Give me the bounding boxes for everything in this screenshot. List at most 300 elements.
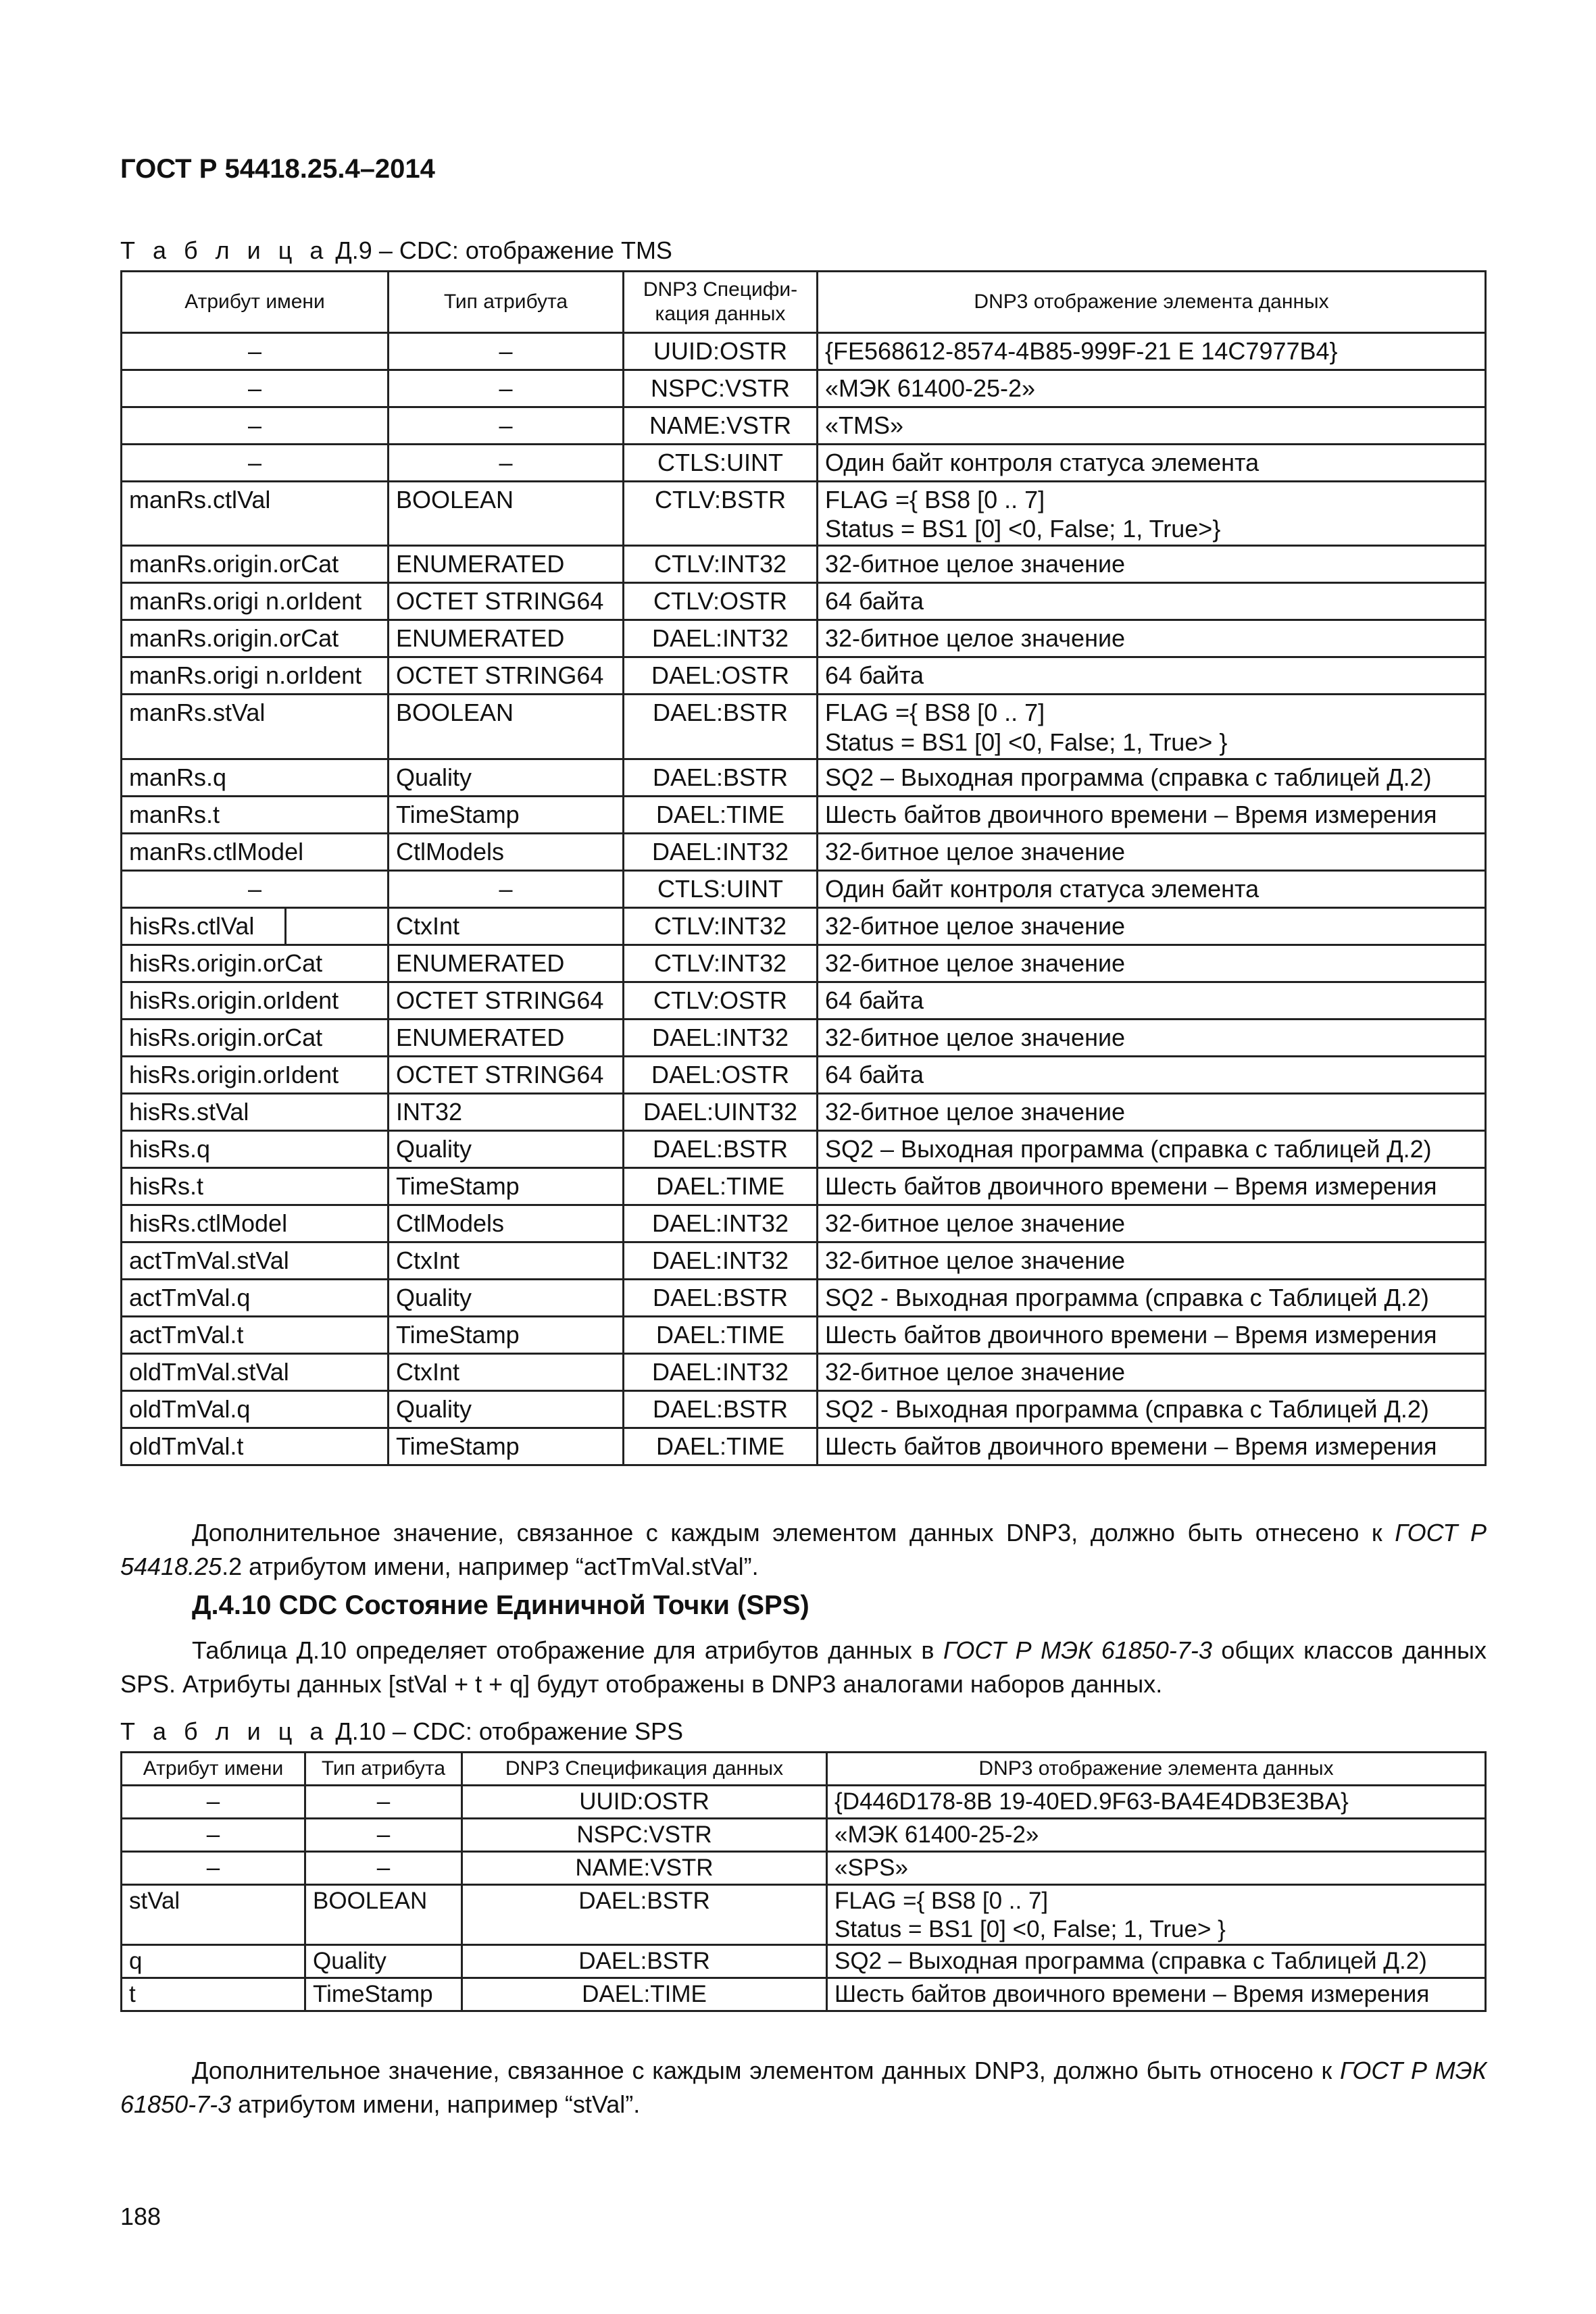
cell-text: 32-битное целое значение: [825, 624, 1126, 653]
cell-text: actTmVal.q: [129, 1283, 251, 1311]
cell-text: «МЭК 61400-25-2»: [834, 1821, 1039, 1848]
table-row: [122, 1242, 1486, 1279]
table-row: [122, 1316, 1486, 1353]
cell-text: {D446D178-8B 19-40ED.9F63-BA4E4DB3E3BA}: [834, 1788, 1349, 1815]
table-cell: [827, 1978, 1486, 2011]
table-cell: [122, 333, 389, 370]
cell-text: NAME:VSTR: [649, 411, 792, 439]
cell-text: –: [247, 874, 262, 903]
table-header-row: [122, 1753, 1486, 1786]
caption-prefix: Т а б л и ц а: [120, 236, 329, 264]
paragraph-text: .2 атрибутом имени, например “actTmVal.stVal”.: [222, 1553, 759, 1580]
paragraph-2: [120, 1634, 1487, 1701]
table-cell: [624, 1242, 818, 1279]
cell-text: OCTET STRING64: [396, 1060, 604, 1088]
cell-text: –: [206, 1821, 220, 1848]
table-row: [122, 1786, 1486, 1819]
table-cell: [389, 945, 624, 982]
cell-text: manRs.origi n.orIdent: [129, 661, 362, 690]
paragraph-text: атрибутом имени, например “stVal”.: [231, 2090, 641, 2118]
table-row: [122, 620, 1486, 657]
cell-text: DAEL:INT32: [651, 1246, 789, 1274]
cell-text: DAEL:BSTR: [652, 763, 789, 791]
table-cell: [624, 1279, 818, 1316]
table-cell: [818, 982, 1486, 1019]
table-row: [122, 1353, 1486, 1390]
table-cell: [818, 583, 1486, 620]
table-row: [122, 1945, 1486, 1978]
cell-text: –: [206, 1788, 220, 1815]
cell-text: Шесть байтов двоичного времени – Время измерения: [834, 1981, 1430, 2007]
table-cell: [818, 695, 1486, 759]
table-cell: [624, 945, 818, 982]
table-cell: [462, 1978, 827, 2011]
cell-text: DAEL:BSTR: [652, 1394, 789, 1423]
table-cell: [122, 1852, 305, 1885]
table-cell: [818, 796, 1486, 833]
standard-reference: ГОСТ Р 54418.25: [120, 1519, 1487, 1580]
section-heading: Д.4.10 CDC Состояние Единичной Точки (SPS): [192, 1590, 809, 1620]
table-cell: [827, 1852, 1486, 1885]
table-cell: [389, 657, 624, 695]
cell-text: q: [129, 1948, 143, 1974]
table-cell: [818, 1093, 1486, 1130]
cell-text: hisRs.origin.orIdent: [129, 986, 339, 1014]
cell-text: «МЭК 61400-25-2»: [825, 374, 1036, 402]
table-10: [120, 1751, 1487, 2012]
cell-text: TimeStamp: [396, 800, 520, 828]
cell-text: manRs.origi n.orIdent: [129, 587, 362, 615]
table-cell: [818, 370, 1486, 407]
cell-text: CTLS:UINT: [657, 449, 783, 476]
cell-text: Один байт контроля статуса элемента: [825, 874, 1260, 903]
table-cell: [305, 1945, 462, 1978]
table-cell: [389, 1205, 624, 1242]
cell-text: DAEL:BSTR: [578, 1948, 710, 1974]
table-cell: [818, 1019, 1486, 1056]
table-cell: [122, 407, 389, 445]
table-row: [122, 695, 1486, 759]
table-row: [122, 1978, 1486, 2011]
column-header: Атрибут имени: [122, 272, 389, 333]
table-cell: [624, 1130, 818, 1167]
table-cell: [122, 620, 389, 657]
table-cell: [389, 445, 624, 482]
table-cell: [827, 1819, 1486, 1852]
cell-text: SQ2 - Выходная программа (справка с Таблицей Д.2): [825, 1283, 1429, 1311]
cell-text: hisRs.stVal: [129, 1097, 249, 1126]
table-cell: [462, 1945, 827, 1978]
table-cell: [818, 445, 1486, 482]
cell-text: TimeStamp: [396, 1172, 520, 1200]
table-cell: [624, 1390, 818, 1428]
table-cell: [389, 1353, 624, 1390]
table-row: [122, 1885, 1486, 1945]
table-cell: [818, 907, 1486, 945]
table-cell: [624, 370, 818, 407]
cell-text: FLAG ={ BS8 [0 .. 7]: [825, 699, 1045, 727]
table-cell: [305, 1978, 462, 2011]
cell-text: Шесть байтов двоичного времени – Время измерения: [825, 1172, 1437, 1200]
table-row: [122, 759, 1486, 796]
table-cell: [624, 445, 818, 482]
cell-text: CtxInt: [396, 1357, 460, 1386]
table-9-caption: [120, 236, 672, 265]
table-row: [122, 1819, 1486, 1852]
table-cell: [624, 1428, 818, 1465]
cell-text: –: [247, 449, 262, 476]
cell-text: t: [129, 1981, 136, 2007]
table-row: [122, 833, 1486, 870]
table-row: [122, 1019, 1486, 1056]
cell-text: DAEL:BSTR: [578, 1888, 710, 1914]
cell-text: CTLV:OSTR: [653, 986, 788, 1014]
table-cell: [462, 1885, 827, 1945]
table-cell: [389, 907, 624, 945]
cell-text: «TMS»: [825, 411, 904, 439]
cell-text: SQ2 – Выходная программа (справка с таблицей Д.2): [825, 1134, 1432, 1163]
cell-text: 32-битное целое значение: [825, 1246, 1126, 1274]
cell-text: 64 байта: [825, 661, 924, 690]
cell-text: manRs.q: [129, 763, 227, 791]
column-header: Тип атрибута: [305, 1753, 462, 1786]
table-cell: [122, 1819, 305, 1852]
cell-text: INT32: [396, 1097, 463, 1126]
table-cell: [624, 695, 818, 759]
cell-text: SQ2 – Выходная программа (справка с Таблицей Д.2): [834, 1948, 1427, 1974]
cell-text: actTmVal.stVal: [129, 1246, 289, 1274]
cell-text: Quality: [396, 1394, 472, 1423]
table-cell: [122, 695, 389, 759]
cell-text: DAEL:TIME: [655, 1432, 785, 1460]
cell-text: DAEL:BSTR: [652, 1134, 789, 1163]
cell-text: SQ2 - Выходная программа (справка с Таблицей Д.2): [825, 1394, 1429, 1423]
table-row: [122, 407, 1486, 445]
cell-text: Status = BS1 [0] <0, False; 1, True>}: [825, 515, 1221, 543]
table-row: [122, 1167, 1486, 1205]
table-row: [122, 796, 1486, 833]
table-cell: [624, 1316, 818, 1353]
cell-text: –: [247, 411, 262, 439]
table-cell: [818, 870, 1486, 907]
cell-text: OCTET STRING64: [396, 986, 604, 1014]
table-cell: [122, 1242, 389, 1279]
table-row: [122, 1093, 1486, 1130]
table-cell: [305, 1885, 462, 1945]
cell-text: –: [247, 337, 262, 365]
cell-text: FLAG ={ BS8 [0 .. 7]: [834, 1888, 1049, 1914]
cell-text: DAEL:INT32: [651, 624, 789, 653]
table-row: [122, 333, 1486, 370]
table-cell: [818, 1428, 1486, 1465]
cell-text: TimeStamp: [313, 1981, 433, 2007]
cell-text: DAEL:BSTR: [652, 699, 789, 727]
cell-text: stVal: [129, 1888, 180, 1914]
table-cell: [818, 657, 1486, 695]
table-cell: [462, 1852, 827, 1885]
table-cell: [827, 1786, 1486, 1819]
table-cell: [122, 1978, 305, 2011]
table-cell: [389, 1242, 624, 1279]
cell-text: BOOLEAN: [313, 1888, 428, 1914]
table-cell: [122, 1428, 389, 1465]
cell-text: OCTET STRING64: [396, 661, 604, 690]
table-cell: [122, 796, 389, 833]
page-number: 188: [120, 2203, 161, 2230]
cell-text: hisRs.origin.orCat: [129, 949, 323, 977]
table-cell: [624, 583, 818, 620]
table-cell: [122, 833, 389, 870]
cell-text: 32-битное целое значение: [825, 949, 1126, 977]
table-cell: [624, 1093, 818, 1130]
cell-text: –: [499, 337, 513, 365]
table-cell: [305, 1852, 462, 1885]
table-row: [122, 945, 1486, 982]
table-row: [122, 1852, 1486, 1885]
table-cell: [818, 482, 1486, 546]
cell-text: DAEL:TIME: [655, 1320, 785, 1349]
cell-text: Status = BS1 [0] <0, False; 1, True> }: [834, 1916, 1226, 1942]
table-cell: [462, 1786, 827, 1819]
table-cell: [389, 1390, 624, 1428]
cell-text: 32-битное целое значение: [825, 550, 1126, 578]
cell-text: FLAG ={ BS8 [0 .. 7]: [825, 486, 1045, 513]
table-cell: [818, 407, 1486, 445]
cell-text: 32-битное целое значение: [825, 837, 1126, 865]
table-cell: [827, 1885, 1486, 1945]
cell-text: ENUMERATED: [396, 624, 565, 653]
column-header: Атрибут имени: [122, 1753, 305, 1786]
table-cell: [389, 1316, 624, 1353]
table-row: [122, 982, 1486, 1019]
table-cell: [389, 1019, 624, 1056]
table-cell: [389, 333, 624, 370]
cell-text: manRs.t: [129, 800, 220, 828]
cell-text: CTLS:UINT: [657, 874, 783, 903]
table-cell: [818, 1390, 1486, 1428]
cell-text: NSPC:VSTR: [576, 1821, 712, 1848]
standard-reference: ГОСТ Р МЭК 61850-7-3: [120, 2057, 1487, 2118]
cell-text: –: [206, 1855, 220, 1881]
table-cell: [818, 333, 1486, 370]
table-row: [122, 370, 1486, 407]
cell-text: CtlModels: [396, 1209, 505, 1237]
table-cell: [827, 1945, 1486, 1978]
table-cell: [818, 546, 1486, 583]
cell-text: –: [499, 874, 513, 903]
table-row: [122, 482, 1486, 546]
paragraph-text: общих классов данных SPS. Атрибуты данных [stVal + t + q] будут отображены в DNP3 аналогами наборов данных.: [120, 1636, 1487, 1698]
table-cell: [389, 482, 624, 546]
table-cell: [624, 833, 818, 870]
cell-text: ENUMERATED: [396, 550, 565, 578]
table-cell: [122, 1093, 389, 1130]
table-cell: [122, 445, 389, 482]
table-cell: [122, 583, 389, 620]
cell-text: oldTmVal.t: [129, 1432, 244, 1460]
cell-text: Шесть байтов двоичного времени – Время измерения: [825, 800, 1437, 828]
cell-text: hisRs.ctlModel: [129, 1209, 288, 1237]
table-cell: [818, 1167, 1486, 1205]
cell-text: Шесть байтов двоичного времени – Время измерения: [825, 1320, 1437, 1349]
cell-text: 64 байта: [825, 1060, 924, 1088]
table-cell: [624, 407, 818, 445]
cell-text: 64 байта: [825, 986, 924, 1014]
table-cell: [122, 759, 389, 796]
table-cell: [462, 1819, 827, 1852]
standard-header: ГОСТ Р 54418.25.4–2014: [120, 154, 435, 184]
cell-text: 32-битное целое значение: [825, 911, 1126, 940]
table-cell: [818, 1056, 1486, 1093]
table-cell: [624, 657, 818, 695]
cell-text: 32-битное целое значение: [825, 1097, 1126, 1126]
table-cell: [624, 759, 818, 796]
table-cell: [122, 1056, 389, 1093]
table-cell: [122, 482, 389, 546]
table-9-body: [122, 333, 1486, 1465]
cell-text: –: [499, 374, 513, 402]
table-cell: [122, 657, 389, 695]
cell-text: CTLV:OSTR: [653, 587, 788, 615]
cell-text: SQ2 – Выходная программа (справка с таблицей Д.2): [825, 763, 1432, 791]
cell-text: hisRs.origin.orCat: [129, 1023, 323, 1051]
cell-text: TimeStamp: [396, 1432, 520, 1460]
caption-text: Д.9 – CDC: отображение TMS: [328, 236, 672, 264]
cell-text: 32-битное целое значение: [825, 1023, 1126, 1051]
cell-text: manRs.ctlModel: [129, 837, 304, 865]
cell-text: Quality: [313, 1948, 386, 1974]
table-cell: [624, 1353, 818, 1390]
cell-text: CtlModels: [396, 837, 505, 865]
cell-text: UUID:OSTR: [579, 1788, 709, 1815]
table-cell: [122, 1885, 305, 1945]
table-10-body: [122, 1786, 1486, 2011]
table-cell: [818, 1130, 1486, 1167]
table-cell: [389, 870, 624, 907]
column-header: DNP3 отображение элемента данных: [827, 1753, 1486, 1786]
table-cell: [624, 796, 818, 833]
cell-text: –: [376, 1821, 391, 1848]
cell-text: hisRs.t: [129, 1172, 204, 1200]
column-header: DNP3 Специфи-кация данных: [624, 272, 818, 333]
table-cell: [818, 833, 1486, 870]
cell-text: DAEL:UINT32: [643, 1097, 798, 1126]
table-cell: [122, 907, 389, 945]
cell-text: –: [499, 449, 513, 476]
table-cell: [122, 1130, 389, 1167]
table-cell: [122, 1279, 389, 1316]
cell-text: CTLV:INT32: [653, 550, 787, 578]
cell-text: NSPC:VSTR: [650, 374, 791, 402]
table-cell: [305, 1786, 462, 1819]
table-cell: [624, 907, 818, 945]
paragraph-1: [120, 1516, 1487, 1584]
cell-text: CTLV:INT32: [653, 911, 787, 940]
cell-divider: [284, 909, 286, 944]
table-cell: [818, 1316, 1486, 1353]
cell-text: OCTET STRING64: [396, 587, 604, 615]
cell-text: BOOLEAN: [396, 699, 514, 727]
table-cell: [389, 982, 624, 1019]
cell-text: CTLV:BSTR: [654, 486, 787, 513]
table-cell: [389, 370, 624, 407]
cell-text: CtxInt: [396, 1246, 460, 1274]
table-cell: [818, 759, 1486, 796]
table-cell: [624, 982, 818, 1019]
table-row: [122, 583, 1486, 620]
cell-text: «SPS»: [834, 1855, 908, 1881]
table-cell: [389, 1130, 624, 1167]
table-cell: [624, 620, 818, 657]
table-cell: [389, 759, 624, 796]
table-row: [122, 1130, 1486, 1167]
table-cell: [122, 1353, 389, 1390]
table-cell: [122, 1019, 389, 1056]
table-9: [120, 270, 1487, 1466]
table-cell: [624, 482, 818, 546]
cell-text: manRs.origin.orCat: [129, 550, 339, 578]
table-row: [122, 546, 1486, 583]
table-header-row: [122, 272, 1486, 333]
cell-text: DAEL:INT32: [651, 1357, 789, 1386]
standard-reference: ГОСТ Р МЭК 61850-7-3: [943, 1636, 1212, 1664]
table-row: [122, 1056, 1486, 1093]
table-row: [122, 1428, 1486, 1465]
cell-text: –: [376, 1788, 391, 1815]
column-header: DNP3 Спецификация данных: [462, 1753, 827, 1786]
table-cell: [389, 407, 624, 445]
caption-text: Д.10 – CDC: отображение SPS: [328, 1717, 684, 1745]
cell-text: actTmVal.t: [129, 1320, 244, 1349]
cell-text: BOOLEAN: [396, 486, 514, 513]
cell-text: 32-битное целое значение: [825, 1357, 1126, 1386]
caption-prefix: Т а б л и ц а: [120, 1717, 329, 1745]
cell-text: {FE568612-8574-4B85-999F-21 E 14C7977B4}: [825, 337, 1338, 365]
cell-text: manRs.origin.orCat: [129, 624, 339, 653]
table-row: [122, 870, 1486, 907]
cell-text: DAEL:TIME: [655, 1172, 785, 1200]
table-cell: [389, 620, 624, 657]
table-row: [122, 657, 1486, 695]
cell-text: ENUMERATED: [396, 1023, 565, 1051]
cell-text: DAEL:INT32: [651, 1023, 789, 1051]
table-cell: [122, 1945, 305, 1978]
cell-text: CTLV:INT32: [653, 949, 787, 977]
cell-text: hisRs.q: [129, 1134, 211, 1163]
table-cell: [122, 1786, 305, 1819]
cell-text: –: [247, 374, 262, 402]
paragraph-text: Дополнительное значение, связанное с каждым элементом данных DNP3, должно быть относено к: [192, 2057, 1341, 2084]
cell-text: 64 байта: [825, 587, 924, 615]
table-cell: [624, 1205, 818, 1242]
cell-text: hisRs.ctlVal: [129, 911, 255, 940]
table-cell: [389, 546, 624, 583]
cell-text: manRs.ctlVal: [129, 486, 271, 513]
table-cell: [818, 1353, 1486, 1390]
cell-text: DAEL:TIME: [655, 800, 785, 828]
table-cell: [624, 1019, 818, 1056]
cell-text: DAEL:OSTR: [651, 1060, 790, 1088]
table-cell: [818, 1242, 1486, 1279]
table-cell: [122, 1205, 389, 1242]
cell-text: Один байт контроля статуса элемента: [825, 449, 1260, 476]
column-header: Тип атрибута: [389, 272, 624, 333]
cell-text: TimeStamp: [396, 1320, 520, 1349]
table-cell: [122, 1316, 389, 1353]
table-cell: [122, 1167, 389, 1205]
cell-text: DAEL:BSTR: [652, 1283, 789, 1311]
table-cell: [122, 370, 389, 407]
